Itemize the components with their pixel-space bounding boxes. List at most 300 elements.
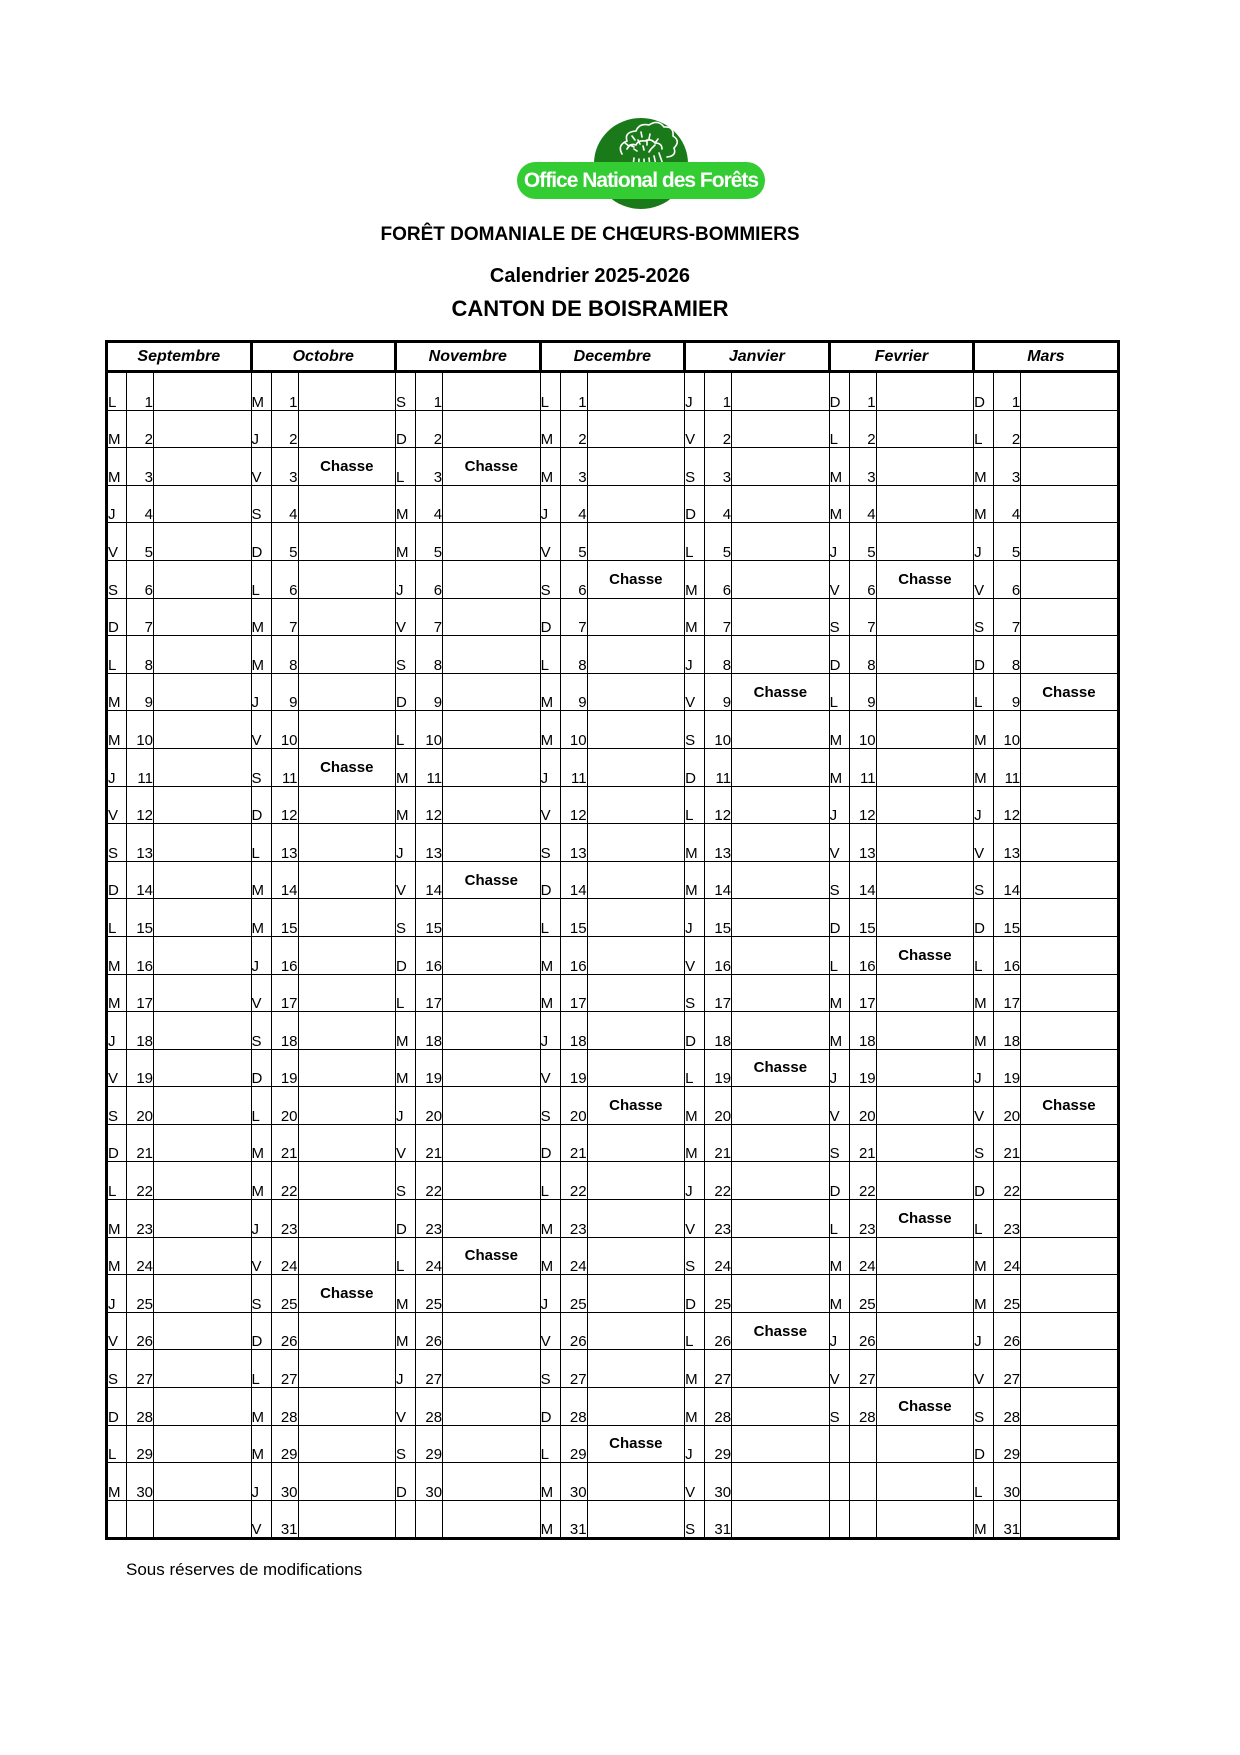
note-cell — [443, 1312, 541, 1350]
note-cell — [876, 598, 974, 636]
day-number-cell: 10 — [994, 711, 1021, 749]
note-cell — [587, 485, 685, 523]
day-number-cell: 18 — [127, 1012, 154, 1050]
day-number-cell: 2 — [705, 410, 732, 448]
day-letter-cell — [107, 1500, 127, 1539]
note-cell — [587, 824, 685, 862]
day-letter-cell: M — [685, 1350, 705, 1388]
note-cell — [154, 673, 252, 711]
day-number-cell: 18 — [705, 1012, 732, 1050]
day-letter-cell: D — [540, 1124, 560, 1162]
day-letter-cell: L — [829, 673, 849, 711]
day-letter-cell: M — [251, 1124, 271, 1162]
note-cell — [587, 598, 685, 636]
day-letter-cell: M — [396, 1012, 416, 1050]
note-cell — [443, 523, 541, 561]
day-letter-cell: D — [829, 899, 849, 937]
day-letter-cell — [396, 1500, 416, 1539]
note-cell — [587, 711, 685, 749]
day-number-cell: 20 — [271, 1087, 298, 1125]
day-letter-cell: J — [107, 485, 127, 523]
note-cell — [876, 1124, 974, 1162]
day-number-cell: 27 — [705, 1350, 732, 1388]
day-letter-cell: M — [974, 1237, 994, 1275]
day-number-cell: 3 — [416, 448, 443, 486]
day-number-cell: 9 — [560, 673, 587, 711]
day-number-cell: 20 — [560, 1087, 587, 1125]
note-cell — [587, 1012, 685, 1050]
note-cell — [154, 824, 252, 862]
note-cell — [732, 598, 830, 636]
day-letter-cell: L — [974, 936, 994, 974]
day-row — [107, 1200, 1119, 1238]
chasse-cell: Chasse — [732, 1312, 830, 1350]
day-letter-cell: L — [540, 899, 560, 937]
day-number-cell: 12 — [994, 786, 1021, 824]
day-letter-cell: S — [685, 711, 705, 749]
day-letter-cell: S — [685, 1237, 705, 1275]
day-letter-cell: S — [540, 824, 560, 862]
day-number-cell: 19 — [271, 1049, 298, 1087]
day-letter-cell: M — [251, 372, 271, 411]
day-row — [107, 1350, 1119, 1388]
note-cell — [876, 673, 974, 711]
day-letter-cell: D — [396, 936, 416, 974]
day-row — [107, 1124, 1119, 1162]
chasse-cell: Chasse — [732, 1049, 830, 1087]
day-letter-cell: L — [396, 448, 416, 486]
day-number-cell: 24 — [994, 1237, 1021, 1275]
day-letter-cell: V — [540, 786, 560, 824]
day-letter-cell: J — [396, 560, 416, 598]
day-letter-cell: V — [685, 1463, 705, 1501]
note-cell — [443, 824, 541, 862]
note-cell — [298, 598, 396, 636]
day-letter-cell: J — [829, 786, 849, 824]
note-cell — [732, 1500, 830, 1539]
day-letter-cell: D — [685, 485, 705, 523]
note-cell — [298, 1350, 396, 1388]
day-number-cell: 19 — [127, 1049, 154, 1087]
chasse-cell: Chasse — [443, 861, 541, 899]
note-cell — [1021, 786, 1119, 824]
day-number-cell: 22 — [416, 1162, 443, 1200]
day-number-cell: 20 — [994, 1087, 1021, 1125]
day-row — [107, 372, 1119, 411]
note-cell — [732, 372, 830, 411]
day-number-cell: 2 — [849, 410, 876, 448]
day-number-cell: 6 — [416, 560, 443, 598]
day-number-cell: 19 — [416, 1049, 443, 1087]
day-letter-cell: M — [251, 899, 271, 937]
note-cell — [443, 748, 541, 786]
day-number-cell: 17 — [994, 974, 1021, 1012]
month-header: Octobre — [251, 342, 396, 372]
day-row — [107, 1275, 1119, 1313]
chasse-cell: Chasse — [587, 1425, 685, 1463]
day-number-cell: 12 — [705, 786, 732, 824]
canton-title: CANTON DE BOISRAMIER — [451, 296, 729, 321]
day-letter-cell: L — [251, 824, 271, 862]
day-number-cell: 23 — [560, 1200, 587, 1238]
note-cell — [443, 1087, 541, 1125]
note-cell — [876, 1275, 974, 1313]
day-letter-cell: S — [107, 1087, 127, 1125]
day-row — [107, 711, 1119, 749]
day-number-cell: 25 — [849, 1275, 876, 1313]
day-letter-cell: J — [540, 1275, 560, 1313]
day-number-cell: 12 — [849, 786, 876, 824]
day-number-cell: 7 — [271, 598, 298, 636]
day-letter-cell: D — [974, 372, 994, 411]
day-letter-cell: V — [974, 1350, 994, 1388]
day-letter-cell: D — [685, 748, 705, 786]
day-letter-cell: D — [540, 1388, 560, 1426]
note-cell — [732, 1388, 830, 1426]
day-letter-cell: D — [829, 1162, 849, 1200]
day-letter-cell: J — [829, 1049, 849, 1087]
day-number-cell: 9 — [705, 673, 732, 711]
note-cell — [298, 636, 396, 674]
chasse-cell: Chasse — [443, 1237, 541, 1275]
day-number-cell: 28 — [416, 1388, 443, 1426]
note-cell — [443, 485, 541, 523]
day-number-cell: 31 — [271, 1500, 298, 1539]
note-cell — [154, 1500, 252, 1539]
day-letter-cell: M — [396, 485, 416, 523]
day-number-cell — [127, 1500, 154, 1539]
day-number-cell: 26 — [271, 1312, 298, 1350]
day-letter-cell: S — [540, 1350, 560, 1388]
day-number-cell: 14 — [994, 861, 1021, 899]
note-cell — [154, 1012, 252, 1050]
day-letter-cell: S — [396, 1425, 416, 1463]
day-letter-cell: L — [396, 974, 416, 1012]
day-letter-cell: L — [829, 410, 849, 448]
note-cell — [876, 1350, 974, 1388]
day-letter-cell: M — [685, 598, 705, 636]
day-number-cell: 27 — [560, 1350, 587, 1388]
day-letter-cell: D — [974, 899, 994, 937]
day-number-cell: 7 — [560, 598, 587, 636]
note-cell — [298, 1312, 396, 1350]
day-letter-cell: S — [251, 485, 271, 523]
day-letter-cell: D — [685, 1012, 705, 1050]
day-letter-cell: L — [829, 1200, 849, 1238]
day-letter-cell: M — [107, 1463, 127, 1501]
day-letter-cell: V — [685, 1200, 705, 1238]
note-cell — [732, 485, 830, 523]
note-cell — [876, 1012, 974, 1050]
day-number-cell: 9 — [849, 673, 876, 711]
day-number-cell: 25 — [705, 1275, 732, 1313]
day-letter-cell: S — [251, 1275, 271, 1313]
day-row — [107, 786, 1119, 824]
day-number-cell: 27 — [849, 1350, 876, 1388]
note-cell — [732, 1087, 830, 1125]
day-letter-cell: V — [107, 1312, 127, 1350]
day-number-cell: 20 — [705, 1087, 732, 1125]
note-cell — [587, 372, 685, 411]
day-letter-cell: D — [251, 786, 271, 824]
day-number-cell: 28 — [849, 1388, 876, 1426]
day-letter-cell: M — [974, 485, 994, 523]
note-cell — [154, 1463, 252, 1501]
note-cell — [732, 786, 830, 824]
note-cell — [298, 560, 396, 598]
note-cell — [443, 1425, 541, 1463]
note-cell — [876, 824, 974, 862]
note-cell — [1021, 1162, 1119, 1200]
day-number-cell: 27 — [416, 1350, 443, 1388]
chasse-cell: Chasse — [1021, 673, 1119, 711]
day-letter-cell: V — [396, 598, 416, 636]
day-letter-cell: J — [829, 523, 849, 561]
day-letter-cell: D — [251, 523, 271, 561]
day-letter-cell: M — [974, 974, 994, 1012]
note-cell — [443, 711, 541, 749]
note-cell — [587, 899, 685, 937]
day-number-cell: 5 — [416, 523, 443, 561]
day-number-cell: 13 — [127, 824, 154, 862]
day-number-cell: 11 — [849, 748, 876, 786]
note-cell — [298, 1500, 396, 1539]
day-number-cell: 16 — [560, 936, 587, 974]
note-cell — [443, 410, 541, 448]
note-cell — [1021, 824, 1119, 862]
day-row — [107, 936, 1119, 974]
day-number-cell: 15 — [849, 899, 876, 937]
note-cell — [1021, 448, 1119, 486]
day-number-cell: 2 — [127, 410, 154, 448]
note-cell — [1021, 523, 1119, 561]
day-row — [107, 1087, 1119, 1125]
day-letter-cell: M — [396, 748, 416, 786]
day-letter-cell: S — [974, 861, 994, 899]
note-cell — [1021, 1049, 1119, 1087]
note-cell — [1021, 1200, 1119, 1238]
note-cell — [154, 598, 252, 636]
day-number-cell — [849, 1463, 876, 1501]
note-cell — [732, 1237, 830, 1275]
day-number-cell: 19 — [994, 1049, 1021, 1087]
day-letter-cell: V — [251, 974, 271, 1012]
day-number-cell: 5 — [560, 523, 587, 561]
day-letter-cell: S — [396, 372, 416, 411]
day-letter-cell: J — [540, 748, 560, 786]
day-number-cell: 6 — [127, 560, 154, 598]
day-number-cell: 16 — [705, 936, 732, 974]
note-cell — [154, 410, 252, 448]
note-cell — [154, 711, 252, 749]
month-header: Janvier — [685, 342, 830, 372]
day-number-cell: 3 — [849, 448, 876, 486]
day-number-cell: 1 — [127, 372, 154, 411]
note-cell — [298, 1237, 396, 1275]
day-letter-cell: J — [974, 786, 994, 824]
day-letter-cell: M — [251, 1162, 271, 1200]
day-number-cell: 11 — [560, 748, 587, 786]
day-letter-cell: M — [396, 1275, 416, 1313]
note-cell — [443, 1350, 541, 1388]
note-cell — [154, 1049, 252, 1087]
day-number-cell: 8 — [271, 636, 298, 674]
day-number-cell: 20 — [127, 1087, 154, 1125]
day-letter-cell: V — [974, 560, 994, 598]
note-cell — [443, 936, 541, 974]
day-letter-cell: V — [829, 560, 849, 598]
day-letter-cell: M — [540, 1200, 560, 1238]
day-number-cell: 27 — [271, 1350, 298, 1388]
day-letter-cell: M — [396, 1049, 416, 1087]
day-number-cell: 11 — [994, 748, 1021, 786]
note-cell — [732, 1463, 830, 1501]
note-cell — [732, 974, 830, 1012]
note-cell — [298, 1162, 396, 1200]
day-number-cell: 4 — [994, 485, 1021, 523]
day-number-cell: 23 — [271, 1200, 298, 1238]
day-row — [107, 1463, 1119, 1501]
chasse-cell: Chasse — [298, 448, 396, 486]
day-number-cell: 13 — [705, 824, 732, 862]
day-number-cell: 19 — [849, 1049, 876, 1087]
note-cell — [154, 1200, 252, 1238]
note-cell — [154, 1087, 252, 1125]
day-number-cell: 28 — [271, 1388, 298, 1426]
day-letter-cell: S — [829, 598, 849, 636]
day-number-cell: 5 — [271, 523, 298, 561]
day-row — [107, 1237, 1119, 1275]
note-cell — [298, 1012, 396, 1050]
note-cell — [443, 673, 541, 711]
chasse-cell: Chasse — [876, 936, 974, 974]
chasse-cell: Chasse — [876, 1388, 974, 1426]
note-cell — [876, 448, 974, 486]
day-letter-cell: M — [251, 861, 271, 899]
note-cell — [1021, 410, 1119, 448]
day-number-cell: 21 — [849, 1124, 876, 1162]
day-letter-cell: S — [829, 861, 849, 899]
day-letter-cell: L — [107, 1162, 127, 1200]
note-cell — [876, 372, 974, 411]
day-number-cell: 2 — [271, 410, 298, 448]
day-number-cell: 30 — [127, 1463, 154, 1501]
day-number-cell: 13 — [560, 824, 587, 862]
day-number-cell: 20 — [416, 1087, 443, 1125]
day-number-cell: 10 — [560, 711, 587, 749]
day-letter-cell: M — [540, 1463, 560, 1501]
note-cell — [154, 1425, 252, 1463]
day-letter-cell: V — [396, 861, 416, 899]
note-cell — [732, 560, 830, 598]
day-number-cell: 2 — [560, 410, 587, 448]
day-letter-cell: V — [107, 523, 127, 561]
day-letter-cell: V — [685, 410, 705, 448]
day-letter-cell: S — [685, 1500, 705, 1539]
day-number-cell: 8 — [705, 636, 732, 674]
day-letter-cell: D — [396, 1463, 416, 1501]
day-number-cell: 19 — [705, 1049, 732, 1087]
day-letter-cell: J — [685, 899, 705, 937]
note-cell — [154, 448, 252, 486]
day-letter-cell: D — [829, 636, 849, 674]
day-letter-cell: J — [251, 410, 271, 448]
note-cell — [732, 448, 830, 486]
day-number-cell: 17 — [271, 974, 298, 1012]
day-letter-cell: J — [107, 748, 127, 786]
note-cell — [443, 1500, 541, 1539]
note-cell — [154, 936, 252, 974]
day-number-cell: 16 — [849, 936, 876, 974]
day-row — [107, 1388, 1119, 1426]
day-row — [107, 1425, 1119, 1463]
day-letter-cell: J — [396, 1087, 416, 1125]
note-cell — [443, 1200, 541, 1238]
day-letter-cell: S — [251, 748, 271, 786]
month-header: Septembre — [107, 342, 252, 372]
day-number-cell: 4 — [705, 485, 732, 523]
day-letter-cell: S — [251, 1012, 271, 1050]
onf-logo — [517, 118, 765, 213]
note-cell — [587, 1388, 685, 1426]
day-number-cell — [416, 1500, 443, 1539]
day-number-cell: 18 — [994, 1012, 1021, 1050]
day-number-cell: 21 — [560, 1124, 587, 1162]
note-cell — [876, 523, 974, 561]
chasse-cell: Chasse — [1021, 1087, 1119, 1125]
day-number-cell: 29 — [705, 1425, 732, 1463]
day-row — [107, 1049, 1119, 1087]
day-letter-cell: M — [974, 1275, 994, 1313]
day-letter-cell: M — [829, 1237, 849, 1275]
day-letter-cell: L — [974, 1463, 994, 1501]
day-letter-cell: L — [540, 1425, 560, 1463]
day-letter-cell: D — [829, 372, 849, 411]
day-row — [107, 824, 1119, 862]
day-number-cell: 22 — [994, 1162, 1021, 1200]
note-cell — [298, 1087, 396, 1125]
day-number-cell: 1 — [271, 372, 298, 411]
chasse-cell: Chasse — [298, 748, 396, 786]
day-letter-cell: M — [251, 598, 271, 636]
day-row — [107, 598, 1119, 636]
day-letter-cell: D — [974, 1425, 994, 1463]
day-letter-cell: M — [107, 974, 127, 1012]
day-letter-cell: M — [251, 1425, 271, 1463]
day-row — [107, 1312, 1119, 1350]
day-letter-cell: L — [107, 899, 127, 937]
day-number-cell: 26 — [560, 1312, 587, 1350]
note-cell — [1021, 1388, 1119, 1426]
note-cell — [1021, 1425, 1119, 1463]
note-cell — [443, 1388, 541, 1426]
note-cell — [298, 786, 396, 824]
note-cell — [154, 372, 252, 411]
day-letter-cell: L — [540, 636, 560, 674]
note-cell — [1021, 485, 1119, 523]
note-cell — [1021, 1275, 1119, 1313]
day-number-cell: 28 — [127, 1388, 154, 1426]
note-cell — [1021, 1350, 1119, 1388]
day-number-cell: 5 — [849, 523, 876, 561]
note-cell — [443, 786, 541, 824]
note-cell — [876, 899, 974, 937]
note-cell — [1021, 748, 1119, 786]
day-letter-cell: L — [251, 560, 271, 598]
day-number-cell: 5 — [705, 523, 732, 561]
day-letter-cell: V — [251, 448, 271, 486]
day-number-cell: 4 — [127, 485, 154, 523]
